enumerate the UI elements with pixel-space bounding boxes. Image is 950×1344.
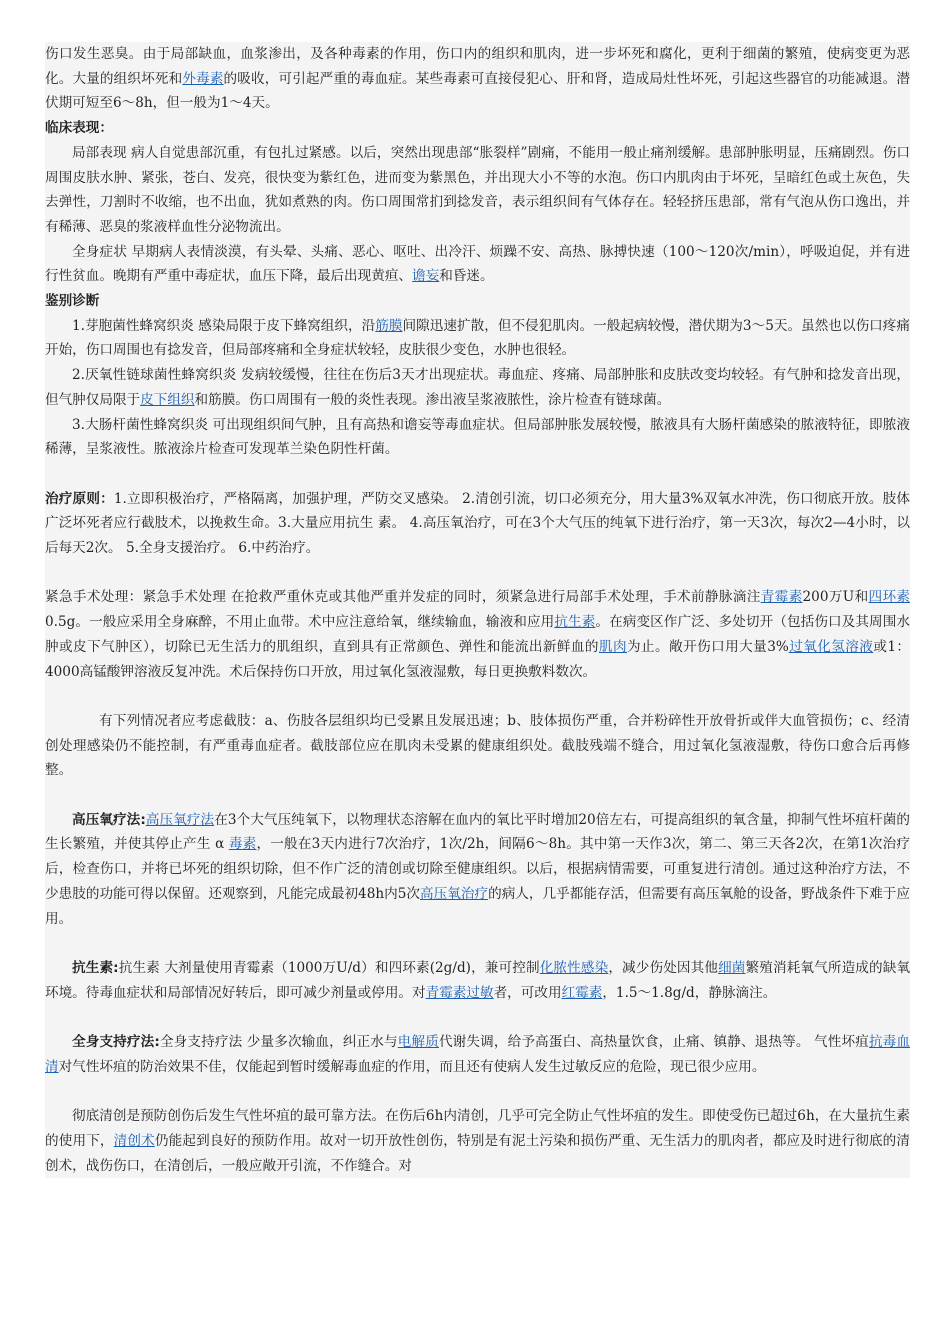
antibiotic-paragraph — [45, 956, 910, 1005]
text-run: 对气性坏疽的防治效果不佳，仅能起到暂时缓解毒血症的作用，而且还有使病人发生过敏反应的危险，现已很少应用。 — [58, 1058, 766, 1075]
text-run: 0.5g。一般应采用全身麻醉，不用止血带。术中应注意给氧，继续输血，输液和应用 — [45, 614, 555, 631]
keyword-link[interactable]: 四环素 — [868, 589, 910, 606]
keyword-link[interactable]: 化脓性感染 — [539, 959, 609, 976]
text-run: 间隙迅速扩散，但不侵犯肌肉。一般起病较慢，潜伏期为3～5天。虽然也以伤口疼痛开始，伤口周围也有捻发音，但局部疼痛和全身症状较轻，皮肤很少变色，水肿也很轻。 — [45, 317, 911, 359]
keyword-link[interactable]: 抗生素 — [554, 614, 596, 631]
text-run: 代谢失调，给予高蛋白、高热量饮食，止痛、镇静、退热等。 气性坏疽 — [438, 1034, 869, 1051]
prevention-paragraph — [45, 1104, 910, 1178]
keyword-link[interactable]: 毒素 — [228, 836, 257, 853]
spacer — [45, 1079, 910, 1104]
text-run: 3.大肠杆菌性蜂窝织炎 可出现组织间气肿，且有高热和谵妄等毒血症状。但局部肿胀发展较慢，脓液具有大肠杆菌感染的脓液特征，即脓液稀薄，呈浆液性。脓液涂片检查可发现革兰染色阴性杆菌。 — [45, 416, 910, 458]
treatment-text — [45, 491, 910, 556]
treatment-heading: 治疗原则： — [45, 490, 114, 507]
antibiotic-text — [45, 960, 910, 1001]
text-run: 全身支持疗法 少量多次输血，纠正水与 — [159, 1034, 398, 1051]
hbo-heading: 高压氧疗法: — [72, 811, 146, 828]
support-heading: 全身支持疗法: — [72, 1034, 160, 1051]
text-run: ，减少伤处因其他 — [608, 959, 719, 976]
keyword-link[interactable]: 抗毒血清 — [45, 1034, 911, 1075]
spacer — [45, 1005, 910, 1030]
clinical-heading: 临床表现： — [45, 120, 113, 137]
differential-item-1 — [45, 314, 910, 363]
keyword-link[interactable]: 外毒素 — [182, 70, 224, 87]
differential-item-3 — [45, 413, 910, 462]
keyword-link[interactable]: 红霉素 — [561, 984, 603, 1001]
text-run: 。在病变区作广泛、多处切开（包括伤口及其周围水肿或皮下气肿区），切除已无生活力的肌组织，直到具有正常颜色、弹性和能流出新鲜血的 — [45, 614, 911, 655]
spacer — [45, 462, 910, 487]
treatment-paragraph — [45, 487, 910, 561]
surgery-paragraph — [45, 585, 910, 684]
keyword-link[interactable]: 高压氧疗法 — [145, 811, 215, 828]
document-body — [45, 42, 910, 1178]
text-run: 繁殖消耗氧气所造成的缺氧环境。待毒血症状和局部情况好转后，即可减少剂量或停用。对 — [45, 959, 911, 1001]
text-run: 抗生素 大剂量使用青霉素（1000万U/d）和四环素(2g/d)，兼可控制 — [118, 959, 540, 976]
text-run: 仍能起到良好的预防作用。故对一切开放性创伤，特别是有泥土污染和损伤严重、无生活力的肌肉者，都应及时进行彻底的清创术，战伤伤口，在清创后，一般应敞开引流，不作缝合。对 — [45, 1132, 911, 1174]
text-run: 200万U和 — [802, 589, 869, 606]
text-run: 者，可改用 — [493, 984, 562, 1001]
keyword-link[interactable]: 电解质 — [397, 1034, 439, 1051]
text-run: ，一般在3天内进行7次治疗，1次/2h，间隔6～8h。其中第一天作3次，第二、第三天各2次，在第1次治疗后，检查伤口，并将已坏死的组织切除，但不作广泛的清创或切除至健康组织。以后，根据病情需要，可重复进行清创。通过这种治疗方法，不少患肢的功能可得以保留。还观察到，凡能完成最初48h内5次 — [45, 836, 910, 902]
text-run: 的吸收，可引起严重的毒血症。某些毒素可直接侵犯心、肝和肾，造成局灶性坏死，引起这些器官的功能减退。潜伏期可短至6～8h，但一般为1～4天。 — [45, 70, 911, 112]
keyword-link[interactable]: 青霉素 — [760, 589, 803, 606]
systemic-symptoms-paragraph — [45, 240, 910, 289]
text-run: 紧急手术处理：紧急手术处理 在抢救严重休克或其他严重并发症的同时，须紧急进行局部手术处理，手术前静脉滴注 — [45, 589, 761, 606]
text-run: 伤口发生恶臭。由于局部缺血，血浆渗出，及各种毒素的作用，伤口内的组织和肌肉，进一步坏死和腐化，更利于细菌的繁殖，使病变更为恶化。大量的组织坏死和 — [45, 46, 910, 87]
support-paragraph — [45, 1030, 910, 1079]
spacer — [45, 561, 910, 586]
text-run: 有下列情况者应考虑截肢：a、伤肢各层组织均已受累且发展迅速；b、肢体损伤严重，合并粉碎性开放骨折或伴大血管损伤；c、经清创处理感染仍不能控制，有严重毒血症者。截肢部位应在肌肉未受累的健康组织处。截肢残端不缝合，用过氧化氢液湿敷，待伤口愈合后再修整。 — [45, 712, 910, 779]
keyword-link[interactable]: 高压氧治疗 — [420, 885, 489, 902]
differential-heading: 鉴别诊断 — [45, 293, 100, 310]
antibiotic-heading: 抗生素: — [72, 959, 119, 976]
keyword-link[interactable]: 皮下组织 — [140, 391, 195, 408]
text-run: 和昏迷。 — [439, 268, 494, 285]
local-symptoms-paragraph — [45, 141, 910, 240]
spacer — [45, 783, 910, 808]
hbo-paragraph — [45, 808, 910, 932]
text-run: 彻底清创是预防创伤后发生气性坏疽的最可靠方法。在伤后6h内清创，几乎可完全防止气性坏疽的发生。即使受伤已超过6h，在大量抗生素的使用下， — [45, 1108, 910, 1149]
keyword-link[interactable]: 过氧化氢溶液 — [788, 638, 874, 655]
spacer — [45, 684, 910, 709]
text-run: 在3个大气压纯氧下，以物理状态溶解在血内的氧比平时增加20倍左右，可提高组织的氧含量，抑制气性坏疽杆菌的生长繁殖，并使其停止产生 α — [45, 811, 910, 853]
keyword-link[interactable]: 筋膜 — [375, 317, 403, 334]
keyword-link[interactable]: 青霉素过敏 — [425, 984, 494, 1001]
keyword-link[interactable]: 细菌 — [718, 959, 746, 976]
text-run: 或1：4000高锰酸钾溶液反复冲洗。术后保持伤口开放，用过氧化氢液湿敷，每日更换敷料数次。 — [45, 638, 911, 680]
keyword-link[interactable]: 谵妄 — [412, 268, 440, 285]
keyword-link[interactable]: 清创术 — [113, 1132, 155, 1149]
text-run: 全身症状 早期病人表情淡漠，有头晕、头痛、恶心、呕吐、出冷汗、烦躁不安、高热、脉搏快速（100～120次/min），呼吸迫促，并有进行性贫血。晚期有严重中毒症状，血压下降，最后出现黄疸、 — [45, 243, 910, 285]
keyword-link[interactable]: 肌肉 — [598, 638, 628, 655]
support-text — [45, 1034, 910, 1075]
text-run: 1.芽胞菌性蜂窝织炎 感染局限于皮下蜂窝组织，沿 — [72, 317, 376, 334]
text-run: 局部表现 病人自觉患部沉重，有包扎过紧感。以后，突然出现患部“胀裂样”剧痛，不能用一般止痛剂缓解。患部肿胀明显，压痛剧烈。伤口周围皮肤水肿、紧张，苍白、发亮，很快变为紫红色，进而变为紫黑色，并出现大小不等的水泡。伤口内肌肉由于坏死，呈暗红色或土灰色，失去弹性，刀割时不收缩，也不出血，犹如煮熟的肉。伤口周围常扪到捻发音，表示组织间有气体存在。轻轻挤压患部，常有气泡从伤口逸出，并有稀薄、恶臭的浆液样血性分泌物流出。 — [45, 144, 910, 235]
text-run: ，1.5～1.8g/d，静脉滴注。 — [602, 984, 777, 1001]
hbo-text — [45, 812, 910, 927]
intro-paragraph — [45, 42, 910, 116]
text-run: 和筋膜。伤口周围有一般的炎性表现。渗出液呈浆液脓性，涂片检查有链球菌。 — [194, 391, 671, 408]
spacer — [45, 931, 910, 956]
amputation-paragraph — [45, 709, 910, 783]
text-run: 为止。敞开伤口用大量3% — [627, 638, 789, 655]
text-run: 1.立即积极治疗，严格隔离，加强护理，严防交叉感染。 2.清创引流，切口必须充分，用大量3%双氧水冲洗，伤口彻底开放。肢体广泛坏死者应行截肢术，以挽救生命。3.大量应用抗生 素。 4.高压氧治疗，可在3个大气压的纯氧下进行治疗，第一天3次，每次2—4小时，以后每天2次。 5.全身支援治疗。 6.中药治疗。 — [45, 490, 911, 557]
text-run: 2.厌氧性链球菌性蜂窝织炎 发病较缓慢，往往在伤后3天才出现症状。毒血症、疼痛、局部肿胀和皮肤改变均较轻。有气肿和捻发音出现，但气肿仅局限于 — [45, 367, 910, 408]
text-run: 的病人，几乎都能存活，但需要有高压氧舱的设备，野战条件下难于应用。 — [45, 885, 911, 927]
differential-item-2 — [45, 363, 910, 412]
